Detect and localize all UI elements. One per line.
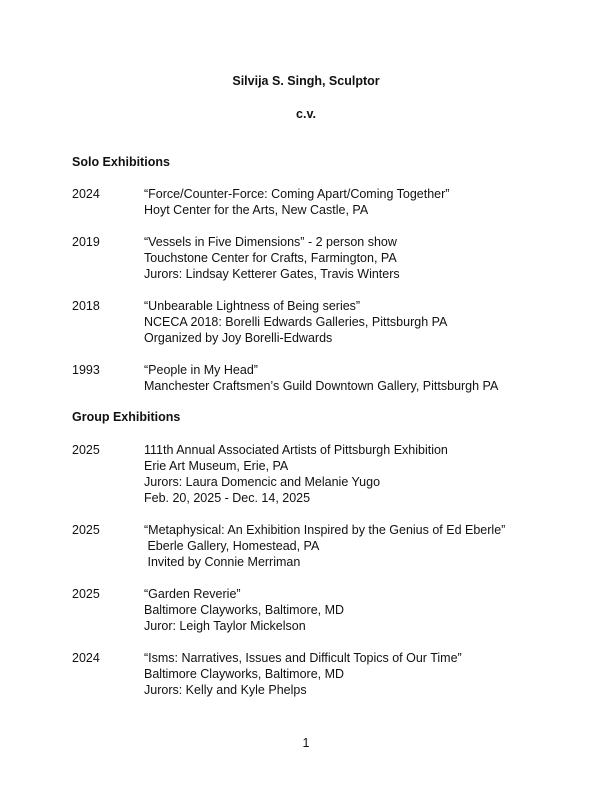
exhibition-venue: Touchstone Center for Crafts, Farmington, PA bbox=[144, 251, 397, 265]
exhibition-venue: Erie Art Museum, Erie, PA bbox=[144, 459, 289, 473]
exhibition-year: 2018 bbox=[72, 299, 100, 313]
exhibition-jurors: Jurors: Lindsay Ketterer Gates, Travis Winters bbox=[144, 267, 400, 281]
exhibition-title: “Metaphysical: An Exhibition Inspired by the Genius of Ed Eberle” bbox=[144, 523, 506, 537]
exhibition-details bbox=[144, 186, 564, 218]
exhibition-invited-by: Invited by Connie Merriman bbox=[144, 555, 301, 569]
exhibition-title: “Garden Reverie” bbox=[144, 587, 241, 601]
group-exhibitions-heading: Group Exhibitions bbox=[72, 410, 181, 424]
exhibition-year: 1993 bbox=[72, 363, 100, 377]
exhibition-details bbox=[144, 234, 564, 282]
exhibition-year: 2025 bbox=[72, 523, 100, 537]
document-subtitle: c.v. bbox=[296, 107, 316, 121]
exhibition-title: 111th Annual Associated Artists of Pittsburgh Exhibition bbox=[144, 443, 448, 457]
exhibition-details bbox=[144, 586, 564, 634]
exhibition-title: “Force/Counter-Force: Coming Apart/Coming Together” bbox=[144, 187, 450, 201]
exhibition-venue: Hoyt Center for the Arts, New Castle, PA bbox=[144, 203, 369, 217]
exhibition-details bbox=[144, 362, 564, 394]
document-title: Silvija S. Singh, Sculptor bbox=[232, 74, 380, 88]
exhibition-venue: NCECA 2018: Borelli Edwards Galleries, Pittsburgh PA bbox=[144, 315, 448, 329]
exhibition-details bbox=[144, 650, 564, 698]
exhibition-details bbox=[144, 522, 564, 570]
exhibition-title: “Vessels in Five Dimensions” - 2 person show bbox=[144, 235, 397, 249]
exhibition-juror: Juror: Leigh Taylor Mickelson bbox=[144, 619, 306, 633]
solo-exhibitions-heading: Solo Exhibitions bbox=[72, 155, 170, 169]
exhibition-dates: Feb. 20, 2025 - Dec. 14, 2025 bbox=[144, 491, 311, 505]
exhibition-jurors: Jurors: Kelly and Kyle Phelps bbox=[144, 683, 307, 697]
exhibition-year: 2025 bbox=[72, 587, 100, 601]
exhibition-year: 2024 bbox=[72, 651, 100, 665]
exhibition-venue: Eberle Gallery, Homestead, PA bbox=[144, 539, 320, 553]
exhibition-venue: Manchester Craftsmen’s Guild Downtown Gallery, Pittsburgh PA bbox=[144, 379, 499, 393]
exhibition-jurors: Jurors: Laura Domencic and Melanie Yugo bbox=[144, 475, 381, 489]
exhibition-venue: Baltimore Clayworks, Baltimore, MD bbox=[144, 667, 345, 681]
exhibition-title: “Unbearable Lightness of Being series” bbox=[144, 299, 361, 313]
exhibition-year: 2024 bbox=[72, 187, 100, 201]
exhibition-title: “People in My Head” bbox=[144, 363, 258, 377]
exhibition-year: 2025 bbox=[72, 443, 100, 457]
exhibition-details bbox=[144, 298, 564, 346]
page-number: 1 bbox=[302, 736, 310, 750]
exhibition-venue: Baltimore Clayworks, Baltimore, MD bbox=[144, 603, 345, 617]
exhibition-organizer: Organized by Joy Borelli-Edwards bbox=[144, 331, 333, 345]
exhibition-details bbox=[144, 442, 564, 506]
exhibition-year: 2019 bbox=[72, 235, 100, 249]
exhibition-title: “Isms: Narratives, Issues and Difficult Topics of Our Time” bbox=[144, 651, 462, 665]
